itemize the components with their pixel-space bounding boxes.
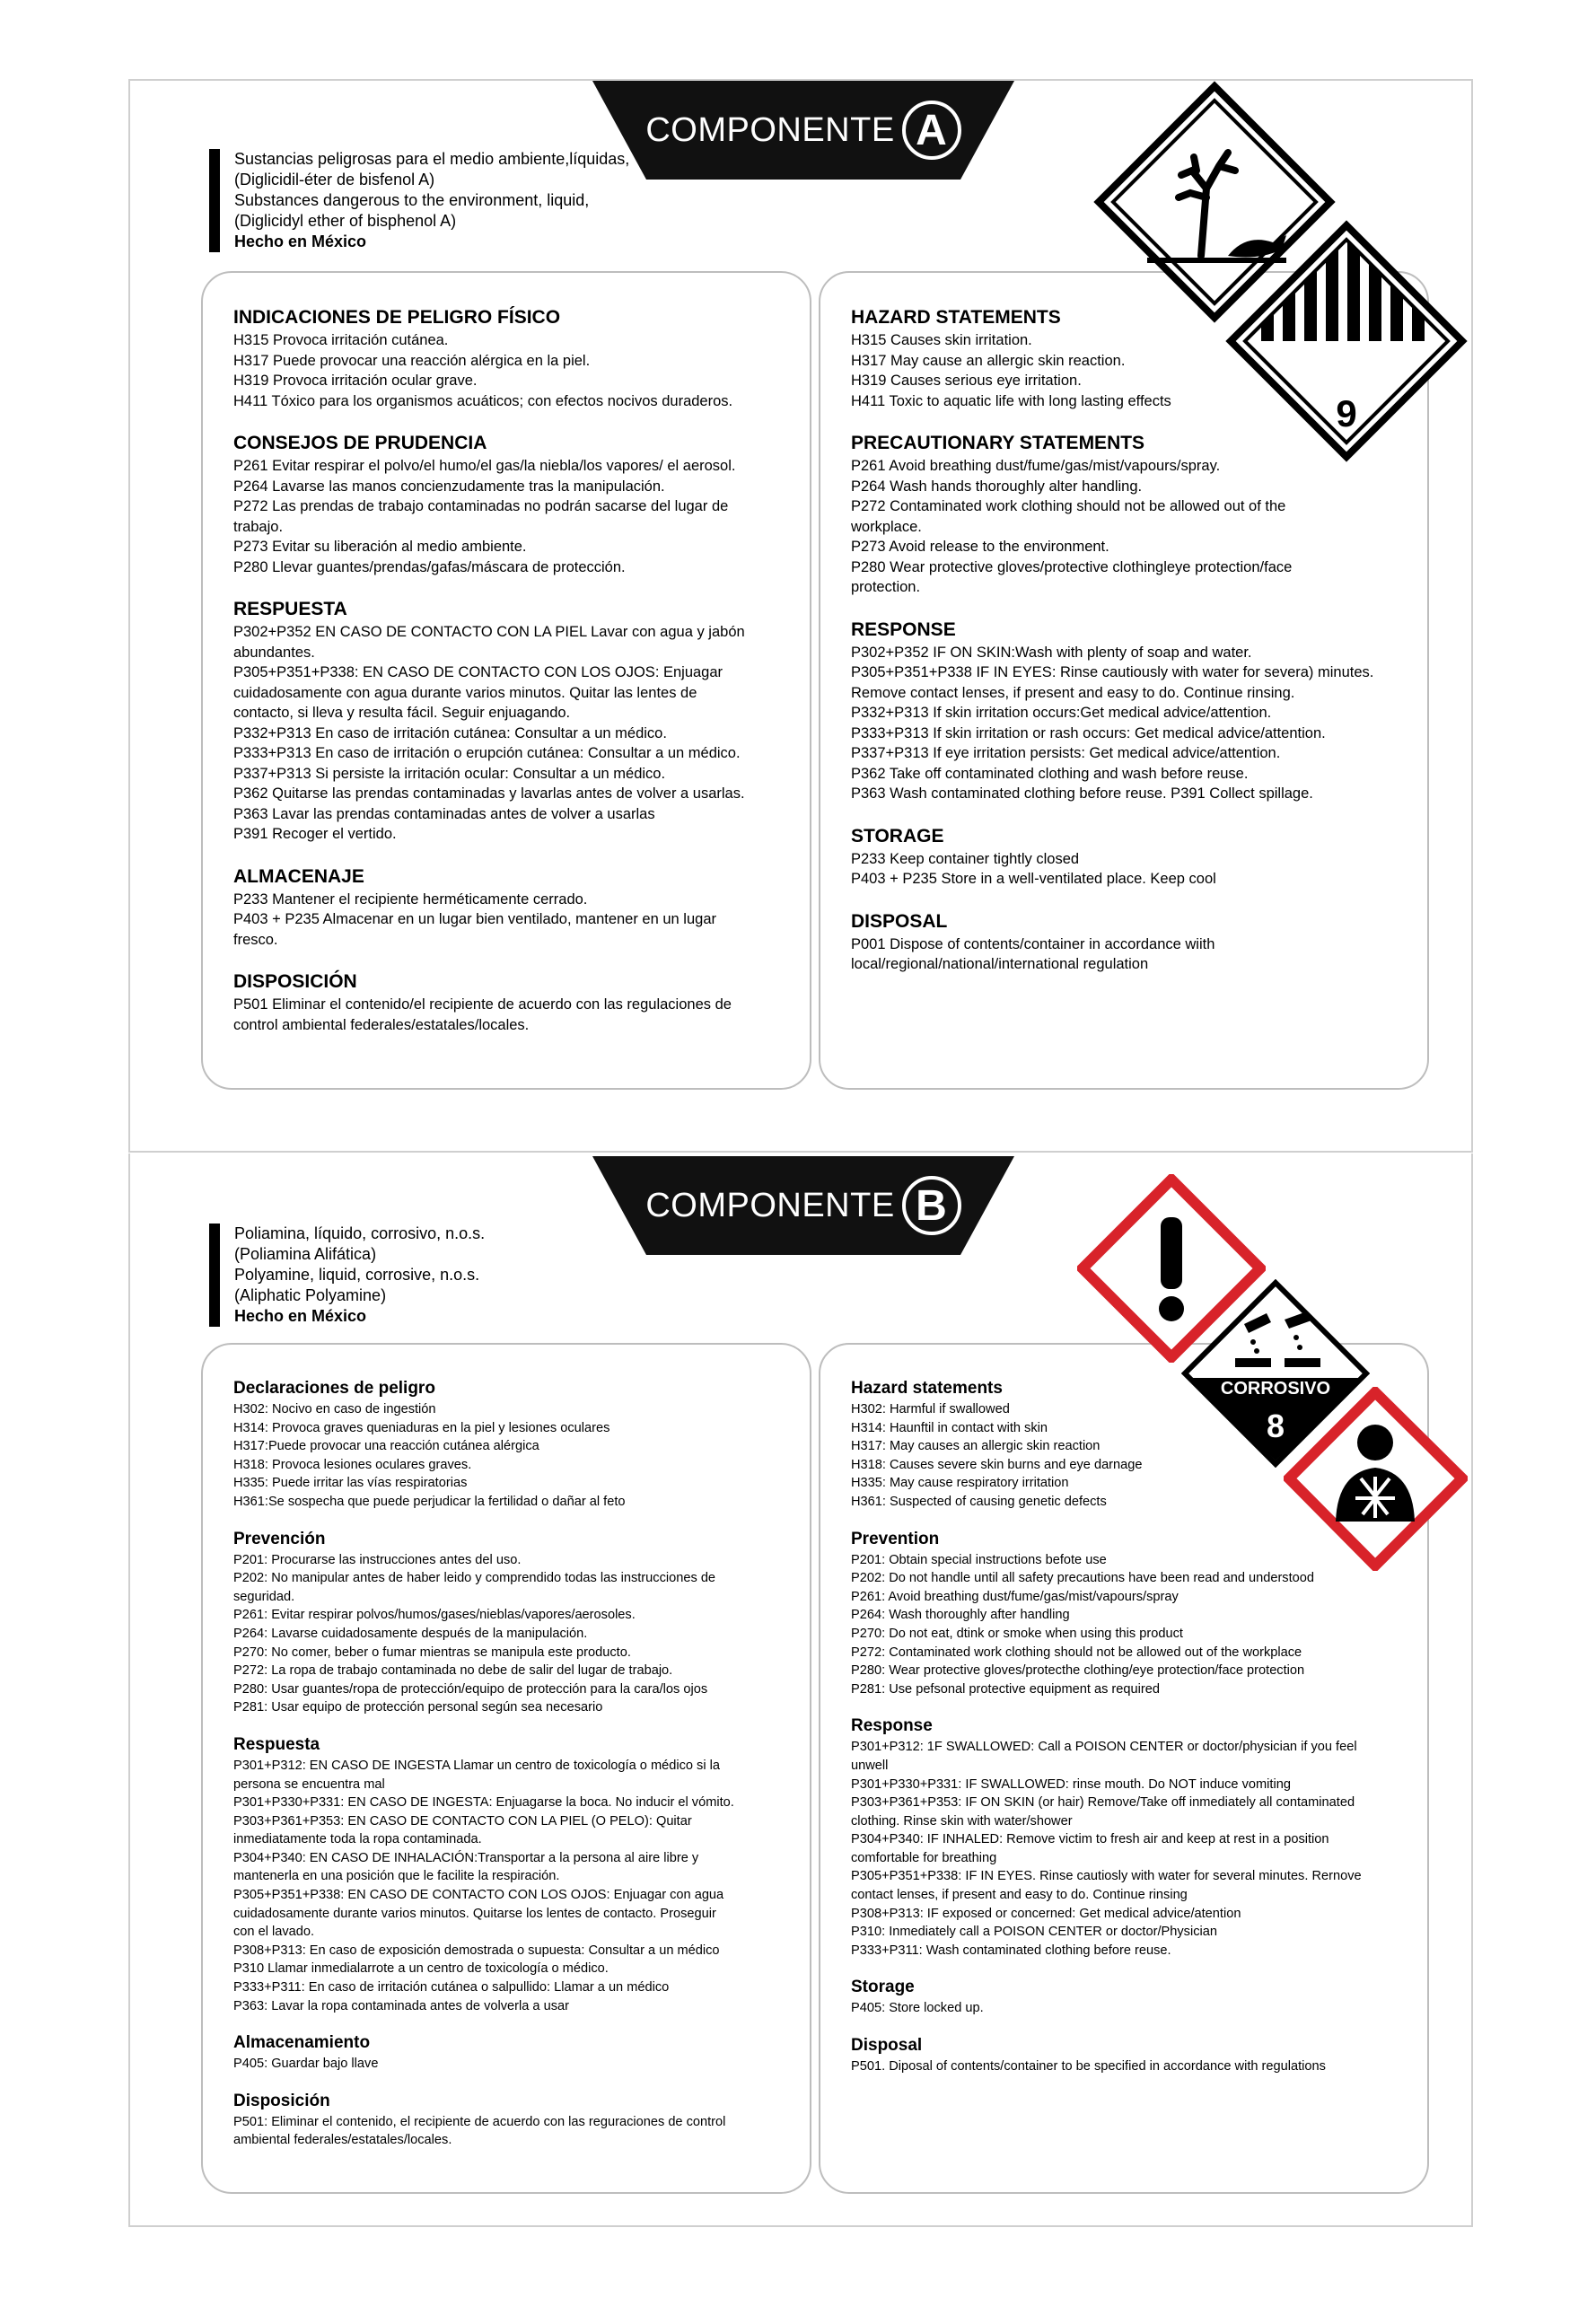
- statement-line: P272 Contaminated work clothing should not be allowed out of the: [851, 498, 1286, 514]
- statement-line: P272: Contaminated work clothing should not be allowed out of the workplace: [851, 1645, 1302, 1660]
- statement-line: P233 Keep container tightly closed: [851, 850, 1080, 867]
- statement-line: P303+P361+P353: IF ON SKIN (or hair) Remove/Take off inmediately all contaminated: [851, 1795, 1355, 1811]
- statement-line: H361:Se sospecha que puede perjudicar la fertilidad o dañar al feto: [233, 1494, 626, 1509]
- statement-line: H317 May cause an allergic skin reaction.: [851, 352, 1126, 369]
- label-section: [233, 433, 779, 577]
- statement-line: P403 + P235 Store in a well-ventilated place. Keep cool: [851, 871, 1216, 887]
- statement-line: P308+P313: En caso de exposición demostrada o supuesta: Consultar a un médico: [233, 1943, 720, 1958]
- label-section: [233, 1530, 779, 1717]
- statement-line: P301+P312: 1F SWALLOWED: Call a POISON CENTER or doctor/physician if you feel: [851, 1740, 1357, 1755]
- statement-line: P264 Wash hands thoroughly alter handling.: [851, 478, 1143, 495]
- statement-line: P201: Obtain special instructions befote use: [851, 1552, 1107, 1567]
- statement-line: P333+P313 En caso de irritación o erupción cutánea: Consultar a un médico.: [233, 745, 741, 761]
- section-title: Respuesta: [233, 1734, 320, 1754]
- statement-line: P501 Eliminar el contenido/el recipiente de acuerdo con las regulaciones de: [233, 996, 732, 1013]
- statement-line: unwell: [851, 1758, 889, 1773]
- statement-line: trabajo.: [233, 518, 284, 535]
- statement-line: H302: Harmful if swallowed: [851, 1402, 1010, 1417]
- statement-line: P304+P340: IF INHALED: Remove victim to fresh air and keep at rest in a position: [851, 1832, 1329, 1847]
- label-section: [233, 1735, 779, 2015]
- banner-letter: A: [902, 101, 961, 160]
- statement-line: P201: Procurarse las instrucciones antes del uso.: [233, 1552, 522, 1567]
- statement-line: P272: La ropa de trabajo contaminada no debe de salir del lugar de trabajo.: [233, 1663, 673, 1679]
- statement-line: control ambiental federales/estatales/locales.: [233, 1016, 530, 1033]
- statement-line: H361: Suspected of causing genetic defects: [851, 1494, 1107, 1509]
- statement-line: P301+P312: EN CASO DE INGESTA Llamar un centro de toxicología o médico si la: [233, 1758, 720, 1773]
- label-section: [851, 911, 1397, 975]
- statement-line: P280 Wear protective gloves/protective clothingleye protection/face: [851, 558, 1293, 575]
- statement-line: P305+P351+P338: IF IN EYES. Rinse cautiosly with water for several minutes. Rernove: [851, 1869, 1362, 1884]
- statement-line: P305+P351+P338: EN CASO DE CONTACTO CON LOS OJOS: Enjuagar: [233, 664, 723, 680]
- intro-line: Substances dangerous to the environment, liquid,: [234, 191, 590, 209]
- intro-line: Poliamina, líquido, corrosivo, n.o.s.: [234, 1224, 486, 1242]
- health-hazard-icon: [1284, 1387, 1468, 1571]
- statement-line: H315 Provoca irritación cutánea.: [233, 332, 449, 348]
- class-number: 8: [1266, 1408, 1285, 1444]
- section-title: DISPOSAL: [851, 910, 948, 932]
- statement-line: seguridad.: [233, 1589, 295, 1604]
- statement-line: P405: Guardar bajo llave: [233, 2057, 379, 2072]
- statement-line: inmediatamente toda la ropa contaminada.: [233, 1832, 482, 1847]
- statement-line: P301+P330+P331: IF SWALLOWED: rinse mouth. Do NOT induce vomiting: [851, 1776, 1291, 1792]
- section-title: INDICACIONES DE PELIGRO FÍSICO: [233, 307, 561, 328]
- section-title: RESPONSE: [851, 618, 956, 640]
- label-section: [233, 2033, 779, 2074]
- statement-line: H317: May causes an allergic skin reaction: [851, 1439, 1101, 1454]
- statement-line: P302+P352 EN CASO DE CONTACTO CON LA PIEL Lavar con agua y jabón: [233, 624, 745, 640]
- statement-line: H411 Toxic to aquatic life with long lasting effects: [851, 392, 1171, 409]
- statement-line: H318: Causes severe skin burns and eye darnage: [851, 1457, 1143, 1472]
- statement-line: H319 Provoca irritación ocular grave.: [233, 373, 478, 389]
- statement-line: P332+P313 En caso de irritación cutánea: Consultar a un médico.: [233, 724, 667, 741]
- statement-line: P501. Diposal of contents/container to be specified in accordance with regulations: [851, 2059, 1326, 2074]
- label-section: [233, 2092, 779, 2150]
- corrosive-label: CORROSIVO: [1220, 1379, 1331, 1399]
- statement-line: P264 Lavarse las manos concienzudamente tras la manipulación.: [233, 478, 665, 495]
- banner-word: COMPONENTE: [645, 110, 895, 149]
- statement-line: H318: Provoca lesiones oculares graves.: [233, 1457, 472, 1472]
- class-9-miscellaneous-icon: [1225, 220, 1468, 462]
- section-title: HAZARD STATEMENTS: [851, 307, 1061, 328]
- statement-line: P333+P313 If skin irritation or rash occurs: Get medical advice/attention.: [851, 724, 1326, 741]
- statement-line: contact lenses, if present and easy to do. Continue rinsing: [851, 1888, 1188, 1903]
- statement-line: P270: Do not eat, dtink or smoke when using this product: [851, 1626, 1183, 1641]
- label-section: [851, 619, 1397, 804]
- statement-line: abundantes.: [233, 644, 315, 661]
- statement-line: Remove contact lenses, if present and easy to do. Continue rinsing.: [851, 684, 1295, 701]
- statement-line: P332+P313 If skin irritation occurs:Get medical advice/attention.: [851, 705, 1272, 721]
- statement-line: con el lavado.: [233, 1925, 315, 1940]
- statement-line: P337+P313 If eye irritation persists: Get medical advice/attention.: [851, 745, 1281, 761]
- section-title: Response: [851, 1716, 933, 1736]
- statement-line: P280: Wear protective gloves/protecthe clothing/eye protection/face protection: [851, 1663, 1305, 1679]
- section-title: Disposición: [233, 2091, 330, 2110]
- section-title: ALMACENAJE: [233, 865, 364, 887]
- statement-line: cuidadosamente con agua durante varios minutos. Quitar las lentes de: [233, 684, 697, 701]
- statement-line: P362 Quitarse las prendas contaminadas y lavarlas antes de volver a usarlas.: [233, 785, 745, 802]
- class-number: 9: [1336, 392, 1357, 434]
- statement-line: H335: Puede irritar las vías respiratorias: [233, 1476, 468, 1491]
- statement-line: P272 Las prendas de trabajo contaminadas no podrán sacarse del lugar de: [233, 498, 729, 514]
- banner-word: COMPONENTE: [645, 1186, 895, 1224]
- statement-line: P363 Wash contaminated clothing before reuse. P391 Collect spillage.: [851, 785, 1313, 802]
- section-title: DISPOSICIÓN: [233, 971, 357, 992]
- statement-line: P310: Inmediately call a POISON CENTER or doctor/Physician: [851, 1925, 1217, 1940]
- statement-line: protection.: [851, 579, 921, 595]
- statement-line: workplace.: [851, 518, 922, 535]
- statement-line: P304+P340: EN CASO DE INHALACIÓN:Transportar a la persona al aire libre y: [233, 1850, 699, 1865]
- statement-line: P202: Do not handle until all safety precautions have been read and understood: [851, 1571, 1315, 1586]
- banner-letter: B: [902, 1176, 961, 1235]
- section-title: Disposal: [851, 2036, 923, 2056]
- section-title: CONSEJOS DE PRUDENCIA: [233, 433, 487, 453]
- made-in: Hecho en México: [234, 232, 367, 250]
- statement-line: P273 Evitar su liberación al medio ambiente.: [233, 539, 527, 555]
- statement-line: local/regional/national/international regulation: [851, 956, 1149, 972]
- statement-line: P261: Avoid breathing dust/fume/gas/mist/vapours/spray: [851, 1589, 1179, 1604]
- label-section: [851, 2036, 1397, 2076]
- label-section: [233, 971, 779, 1035]
- statement-line: comfortable for breathing: [851, 1850, 997, 1865]
- statement-line: P264: Wash thoroughly after handling: [851, 1608, 1070, 1623]
- made-in: Hecho en México: [234, 1307, 367, 1325]
- statement-line: P301+P330+P331: EN CASO DE INGESTA: Enjuagarse la boca. No inducir el vómito.: [233, 1795, 734, 1811]
- statement-line: fresco.: [233, 931, 278, 948]
- statement-line: H319 Causes serious eye irritation.: [851, 373, 1082, 389]
- statement-line: H317:Puede provocar una reacción cutánea alérgica: [233, 1439, 539, 1454]
- statement-line: mantenerla en una posición que le facilite la respiración.: [233, 1869, 560, 1884]
- section-title: Prevención: [233, 1529, 326, 1548]
- intro-line: (Aliphatic Polyamine): [234, 1286, 387, 1304]
- statement-line: P270: No comer, beber o fumar mientras se manipula este producto.: [233, 1645, 631, 1660]
- statement-line: P264: Lavarse cuidadosamente después de la manipulación.: [233, 1626, 588, 1641]
- statement-line: P280: Usar guantes/ropa de protección/equipo de protección para la cara/los ojos: [233, 1681, 708, 1697]
- intro-line: (Diglicidyl ether of bisphenol A): [234, 212, 457, 230]
- section-title: Storage: [851, 1978, 915, 1997]
- section-title: Hazard statements: [851, 1379, 1003, 1398]
- statement-line: H314: Provoca graves queniaduras en la piel y lesiones oculares: [233, 1420, 610, 1435]
- statement-line: P202: No manipular antes de haber leido y comprendido todas las instrucciones de: [233, 1571, 716, 1586]
- statement-line: P363: Lavar la ropa contaminada antes de volverla a usar: [233, 1998, 569, 2013]
- statement-line: P261 Evitar respirar el polvo/el humo/el gas/la niebla/los vapores/ el aerosol.: [233, 458, 736, 474]
- statement-line: P001 Dispose of contents/container in accordance wiith: [851, 935, 1215, 952]
- statement-line: P308+P313: IF exposed or concerned: Get medical advice/atention: [851, 1906, 1241, 1921]
- component-a-intro: [209, 149, 701, 252]
- statement-line: P362 Take off contaminated clothing and wash before reuse.: [851, 765, 1249, 782]
- intro-line: Polyamine, liquid, corrosive, n.o.s.: [234, 1266, 480, 1284]
- component-b-spanish-box: [201, 1343, 811, 2194]
- label-section: [233, 1379, 779, 1512]
- statement-line: H315 Causes skin irritation.: [851, 332, 1032, 348]
- statement-line: H314: Haunftil in contact with skin: [851, 1420, 1048, 1435]
- section-title: Almacenamiento: [233, 2033, 371, 2053]
- statement-line: clothing. Rinse skin with water/shower: [851, 1813, 1073, 1829]
- statement-line: P302+P352 IF ON SKIN:Wash with plenty of soap and water.: [851, 644, 1252, 661]
- statement-line: P273 Avoid release to the environment.: [851, 539, 1109, 555]
- label-section: [233, 599, 779, 845]
- section-title: Declaraciones de peligro: [233, 1379, 435, 1398]
- statement-line: contacto, si lleva y resulta fácil. Seguir enjuagando.: [233, 705, 571, 721]
- label-section: [233, 866, 779, 951]
- section-title: Prevention: [851, 1529, 940, 1548]
- section-title: STORAGE: [851, 825, 944, 846]
- section-title: RESPUESTA: [233, 599, 347, 619]
- component-a-spanish-box: [201, 271, 811, 1090]
- label-section: [851, 826, 1397, 890]
- statement-line: P391 Recoger el vertido.: [233, 826, 397, 842]
- statement-line: P305+P351+P338 IF IN EYES: Rinse cautiously with water for severa) minutes.: [851, 664, 1374, 680]
- component-b-intro: [209, 1224, 701, 1327]
- statement-line: cuidadosamente durante varios minutos. Quitarse los lentes de contacto. Proseguir: [233, 1906, 716, 1921]
- intro-line: Sustancias peligrosas para el medio ambiente,líquidas,: [234, 150, 630, 168]
- statement-line: P233 Mantener el recipiente herméticamente cerrado.: [233, 890, 588, 908]
- label-section: [851, 1978, 1397, 2018]
- label-section: [851, 1716, 1397, 1960]
- intro-line: (Poliamina Alifática): [234, 1245, 377, 1263]
- statement-line: P337+P313 Si persiste la irritación ocular: Consultar a un médico.: [233, 765, 666, 782]
- statement-line: P280 Llevar guantes/prendas/gafas/máscara de protección.: [233, 558, 626, 575]
- statement-line: P305+P351+P338: EN CASO DE CONTACTO CON LOS OJOS: Enjuagar con agua: [233, 1888, 724, 1903]
- statement-line: H335: May cause respiratory irritation: [851, 1476, 1069, 1491]
- statement-line: P363 Lavar las prendas contaminadas antes de volver a usarlas: [233, 805, 655, 822]
- statement-line: P405: Store locked up.: [851, 2001, 984, 2016]
- statement-line: P501: Eliminar el contenido, el recipiente de acuerdo con las reguraciones de control: [233, 2114, 726, 2129]
- statement-line: P310 Llamar inmedialarrote a un centro de toxicología o médico.: [233, 1961, 609, 1977]
- label-section: [233, 307, 779, 411]
- statement-line: P333+P311: Wash contaminated clothing before reuse.: [851, 1943, 1171, 1958]
- statement-line: ambiental federales/estatales/locales.: [233, 2133, 452, 2148]
- section-title: PRECAUTIONARY STATEMENTS: [851, 433, 1145, 453]
- statement-line: H411 Tóxico para los organismos acuáticos; con efectos nocivos duraderos.: [233, 392, 733, 409]
- statement-line: H302: Nocivo en caso de ingestión: [233, 1402, 436, 1417]
- intro-line: (Diglicidil-éter de bisfenol A): [234, 171, 435, 189]
- statement-line: P281: Usar equipo de protección personal según sea necesario: [233, 1700, 603, 1715]
- statement-line: P403 + P235 Almacenar en un lugar bien ventilado, mantener en un lugar: [233, 911, 716, 927]
- statement-line: P281: Use pefsonal protective equipment as required: [851, 1681, 1160, 1697]
- statement-line: P303+P361+P353: EN CASO DE CONTACTO CON LA PIEL (O PELO): Quitar: [233, 1813, 692, 1829]
- statement-line: P333+P311: En caso de irritación cutánea o salpullido: Llamar a un médico: [233, 1980, 670, 1995]
- statement-line: P261: Evitar respirar polvos/humos/gases/nieblas/vapores/aerosoles.: [233, 1608, 636, 1623]
- statement-line: P261 Avoid breathing dust/fume/gas/mist/vapours/spray.: [851, 458, 1221, 474]
- statement-line: persona se encuentra mal: [233, 1776, 385, 1792]
- statement-line: H317 Puede provocar una reacción alérgica en la piel.: [233, 352, 591, 369]
